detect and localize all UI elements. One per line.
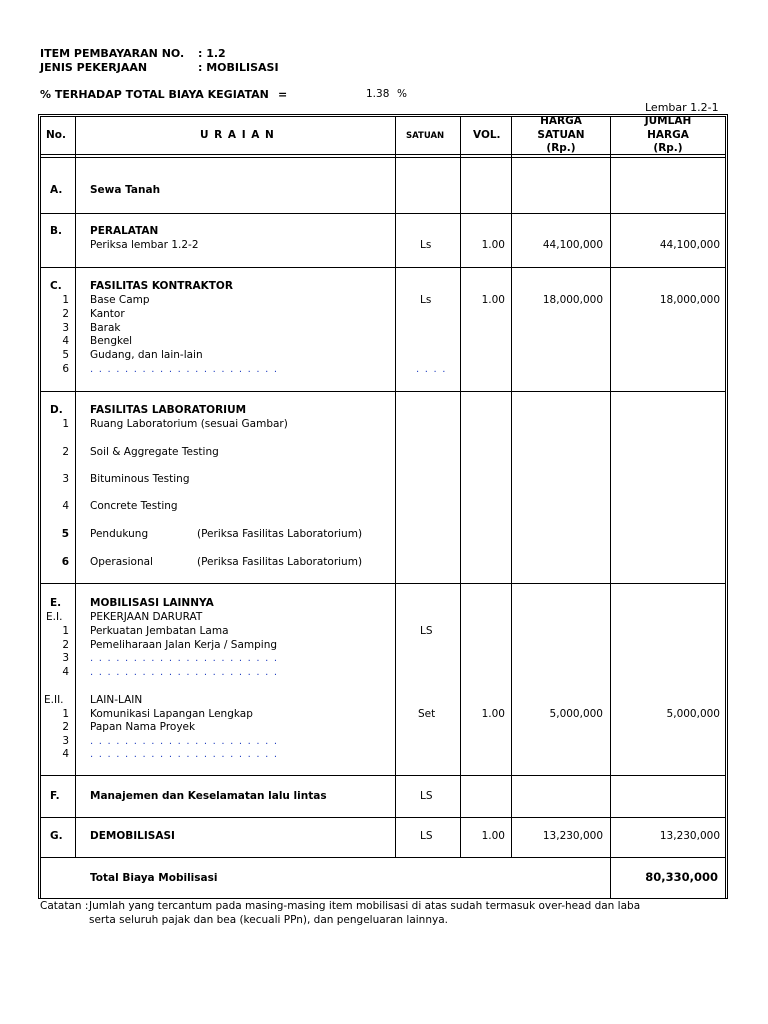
col-harga-2: SATUAN [537,129,585,141]
d-item-no: 1 [62,418,69,430]
c-item-no: 5 [62,349,69,361]
c-harga: 18,000,000 [542,294,603,306]
e2-vol: 1.00 [481,708,505,720]
e1-item-text: Pemeliharaan Jalan Kerja / Samping [90,639,278,651]
jenis-value: : MOBILISASI [198,61,279,74]
b-no: B. [50,225,62,237]
e2-item-no: 1 [62,708,69,720]
total-label: Total Biaya Mobilisasi [90,872,218,884]
col-jumlah-1: JUMLAH [644,115,692,127]
d-item-no: 4 [62,500,69,512]
col-vol: VOL. [473,129,501,141]
c-item-text: Gudang, dan lain-lain [90,349,203,361]
c-title: FASILITAS KONTRAKTOR [90,280,233,292]
e1-item-dots: . . . . . . . . . . . . . . . . . . . . . . [90,667,279,678]
g-title: DEMOBILISASI [90,830,175,842]
f-no: F. [50,790,60,802]
e-title: MOBILISASI LAINNYA [90,597,214,609]
c-item-text: Base Camp [90,294,150,306]
d-item-no: 6 [61,556,69,568]
c-item-text: Kantor [90,308,125,320]
c-item-no: 4 [62,335,69,347]
e2-item-dots: . . . . . . . . . . . . . . . . . . . . . . [90,736,279,747]
d-item-no: 3 [62,473,69,485]
c-item-no: 2 [62,308,69,320]
e2-jumlah: 5,000,000 [666,708,720,720]
b-item: Periksa lembar 1.2-2 [90,239,199,251]
d-item-text: Ruang Laboratorium (sesuai Gambar) [90,418,288,430]
b-jumlah: 44,100,000 [659,239,720,251]
c-item-no: 6 [62,363,69,375]
e1-item-no: 2 [62,639,69,651]
c-item-dots: . . . . . . . . . . . . . . . . . . . . . . [90,364,279,375]
total-value: 80,330,000 [645,870,718,884]
col-no: No. [46,129,66,141]
c-item-no: 1 [62,294,69,306]
e1-item-no: 1 [62,625,69,637]
percent-unit: % [397,88,407,100]
e1-item-no: 3 [62,652,69,664]
g-jumlah: 13,230,000 [659,830,720,842]
e2-title: LAIN-LAIN [90,694,143,706]
e2-item-no: 3 [62,735,69,747]
d-item-text: Pendukung [90,528,149,540]
e1-title: PEKERJAAN DARURAT [90,611,203,623]
c-satuan-dots: . . . . [416,364,447,375]
percent-value: 1.38 [366,88,390,100]
d-item-text: Soil & Aggregate Testing [90,446,219,458]
e1-item-no: 4 [62,666,69,678]
col-satuan: SATUAN [406,131,445,141]
b-harga: 44,100,000 [542,239,603,251]
percent-label: % TERHADAP TOTAL BIAYA KEGIATAN [40,88,269,101]
c-satuan: Ls [420,294,432,306]
d-item-no: 2 [62,446,69,458]
d-item-note: (Periksa Fasilitas Laboratorium) [197,556,363,568]
b-vol: 1.00 [481,239,505,251]
e2-satuan: Set [418,708,436,720]
c-vol: 1.00 [481,294,505,306]
item-value: : 1.2 [198,47,226,60]
d-item-text: Bituminous Testing [90,473,190,485]
d-item-text: Concrete Testing [90,500,178,512]
c-item-text: Barak [90,322,121,334]
col-harga-3: (Rp.) [546,142,576,154]
e1-item-text: Perkuatan Jembatan Lama [90,625,229,637]
e2-item-dots: . . . . . . . . . . . . . . . . . . . . . . [90,749,279,760]
col-jumlah-3: (Rp.) [653,142,683,154]
item-label: ITEM PEMBAYARAN NO. [40,47,185,60]
col-jumlah-2: HARGA [647,129,689,141]
b-satuan: Ls [420,239,432,251]
d-title: FASILITAS LABORATORIUM [90,404,247,416]
g-vol: 1.00 [481,830,505,842]
percent-eq: = [278,88,288,101]
e1-satuan: LS [420,625,433,637]
e-no: E. [50,597,62,609]
footnote-line1: Jumlah yang tercantum pada masing-masing item mobilisasi di atas sudah termasuk over-head dan laba [89,900,641,912]
d-item-note: (Periksa Fasilitas Laboratorium) [197,528,363,540]
c-jumlah: 18,000,000 [659,294,720,306]
footnote-line2: serta seluruh pajak dan bea (kecuali PPn), dan pengeluaran lainnya. [89,914,448,926]
e2-no: E.II. [44,694,64,706]
d-no: D. [50,404,63,416]
a-title: Sewa Tanah [90,184,161,196]
g-no: G. [50,830,63,842]
a-no: A. [50,184,63,196]
sheet-label: Lembar 1.2-1 [645,101,719,114]
e2-item-text: Papan Nama Proyek [90,721,196,733]
jenis-label: JENIS PEKERJAAN [40,61,148,74]
col-harga-1: HARGA [540,115,582,127]
f-title: Manajemen dan Keselamatan lalu lintas [90,790,327,802]
e2-item-text: Komunikasi Lapangan Lengkap [90,708,253,720]
col-uraian: U R A I A N [200,129,275,141]
e1-item-dots: . . . . . . . . . . . . . . . . . . . . . . [90,653,279,664]
c-item-text: Bengkel [90,335,133,347]
footnote-label: Catatan : [40,900,89,912]
c-no: C. [50,280,62,292]
b-title: PERALATAN [90,225,159,237]
e2-harga: 5,000,000 [549,708,603,720]
f-satuan: LS [420,790,433,802]
d-item-no: 5 [61,528,69,540]
g-harga: 13,230,000 [542,830,603,842]
d-item-text: Operasional [90,556,153,568]
e1-no: E.I. [46,611,63,623]
g-satuan: LS [420,830,433,842]
e2-item-no: 4 [62,748,69,760]
e2-item-no: 2 [62,721,69,733]
c-item-no: 3 [62,322,69,334]
